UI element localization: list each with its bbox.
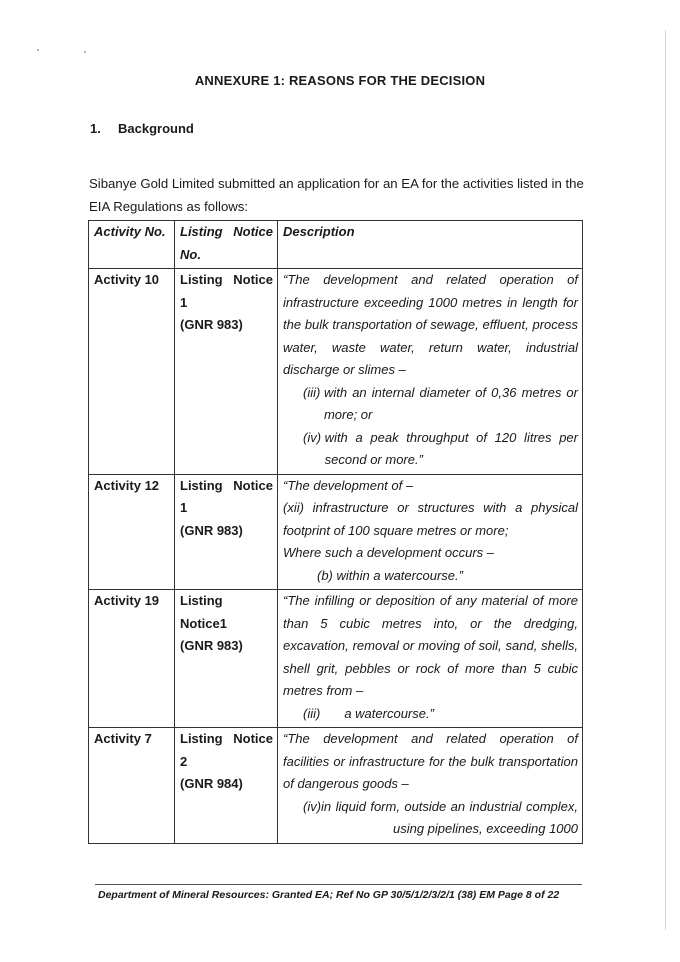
header-description: Description [278, 221, 583, 269]
item-text: in liquid form, outside an industrial complex, using pipelines, exceeding 1000 [321, 798, 578, 836]
item-label: (iii) [303, 705, 321, 721]
listing-notice: Listing Notice 1 [180, 477, 273, 515]
description-item [283, 703, 578, 726]
description-cell [278, 474, 583, 590]
gnr-number: (GNR 983) [180, 317, 243, 332]
description-cell [278, 728, 583, 844]
table-row [89, 474, 583, 590]
description-intro: “The development and related operation of facilities or infrastructure for the bulk transportation of dangerous goods – [283, 731, 578, 791]
activity-cell: Activity 12 [89, 474, 175, 590]
item-label: (iv) [303, 429, 322, 445]
description-item [283, 796, 578, 841]
item-text: a watercourse.” [344, 705, 434, 721]
activity-cell: Activity 19 [89, 590, 175, 728]
listing-cell [175, 269, 278, 475]
activities-table [88, 220, 583, 844]
scan-edge-line [665, 30, 666, 930]
section-title: Background [118, 121, 194, 136]
description-intro: “The infilling or deposition of any material of more than 5 cubic metres into, or the dredging, excavation, removal or moving of soil, sand, shells, shell grit, pebbles or rock of more than 5 cubic metres from – [283, 593, 578, 698]
item-label: (iv) [303, 798, 322, 814]
description-line: (xii) infrastructure or structures with a physical footprint of 100 square metres or more; [283, 500, 578, 538]
table-row [89, 728, 583, 844]
description-item [283, 427, 578, 472]
listing-notice: Listing Notice 1 [180, 272, 273, 310]
section-number: 1. [90, 121, 101, 136]
header-listing-word: Listing [180, 224, 223, 239]
description-intro: “The development and related operation of infrastructure exceeding 1000 metres in length for the bulk transportation of sewage, effluent, process water, waste water, return water, industrial discharge or slimes – [283, 272, 578, 377]
footer-rule [95, 884, 582, 885]
table-row [89, 269, 583, 475]
section-heading [90, 121, 194, 136]
gnr-number: (GNR 983) [180, 522, 243, 538]
header-listing [175, 221, 278, 269]
description-cell [278, 590, 583, 728]
table-row [89, 590, 583, 728]
header-activity: Activity No. [89, 221, 175, 269]
scan-speck [84, 51, 86, 53]
description-line: Where such a development occurs – [283, 545, 494, 560]
listing-cell [175, 728, 278, 844]
description-line: “The development of – [283, 477, 414, 493]
gnr-number: (GNR 983) [180, 638, 243, 653]
intro-paragraph: Sibanye Gold Limited submitted an application for an EA for the activities listed in the EIA Regulations as follows: [89, 176, 584, 214]
header-no-word: No. [180, 246, 201, 262]
item-label: (iii) [303, 384, 321, 400]
listing-cell [175, 474, 278, 590]
description-cell [278, 269, 583, 475]
activity-cell: Activity 7 [89, 728, 175, 844]
activity-cell: Activity 10 [89, 269, 175, 475]
page-footer: Department of Mineral Resources: Granted EA; Ref No GP 30/5/1/2/3/2/1 (38) EM Page 8 of 22 [98, 889, 560, 901]
scan-speck [37, 49, 39, 51]
listing-notice: Listing Notice 2 [180, 731, 273, 769]
page-title: ANNEXURE 1: REASONS FOR THE DECISION [194, 73, 486, 88]
item-text: with an internal diameter of 0,36 metres or more; or [323, 384, 578, 422]
table-header-row [89, 221, 583, 269]
header-notice-word: Notice [233, 224, 273, 239]
description-item [283, 382, 578, 427]
gnr-number: (GNR 984) [180, 776, 243, 791]
listing-cell [175, 590, 278, 728]
description-line: (b) within a watercourse.” [317, 567, 463, 583]
item-text: with a peak throughput of 120 litres per second or more.” [324, 429, 578, 467]
listing-notice: Listing Notice1 [180, 593, 227, 631]
